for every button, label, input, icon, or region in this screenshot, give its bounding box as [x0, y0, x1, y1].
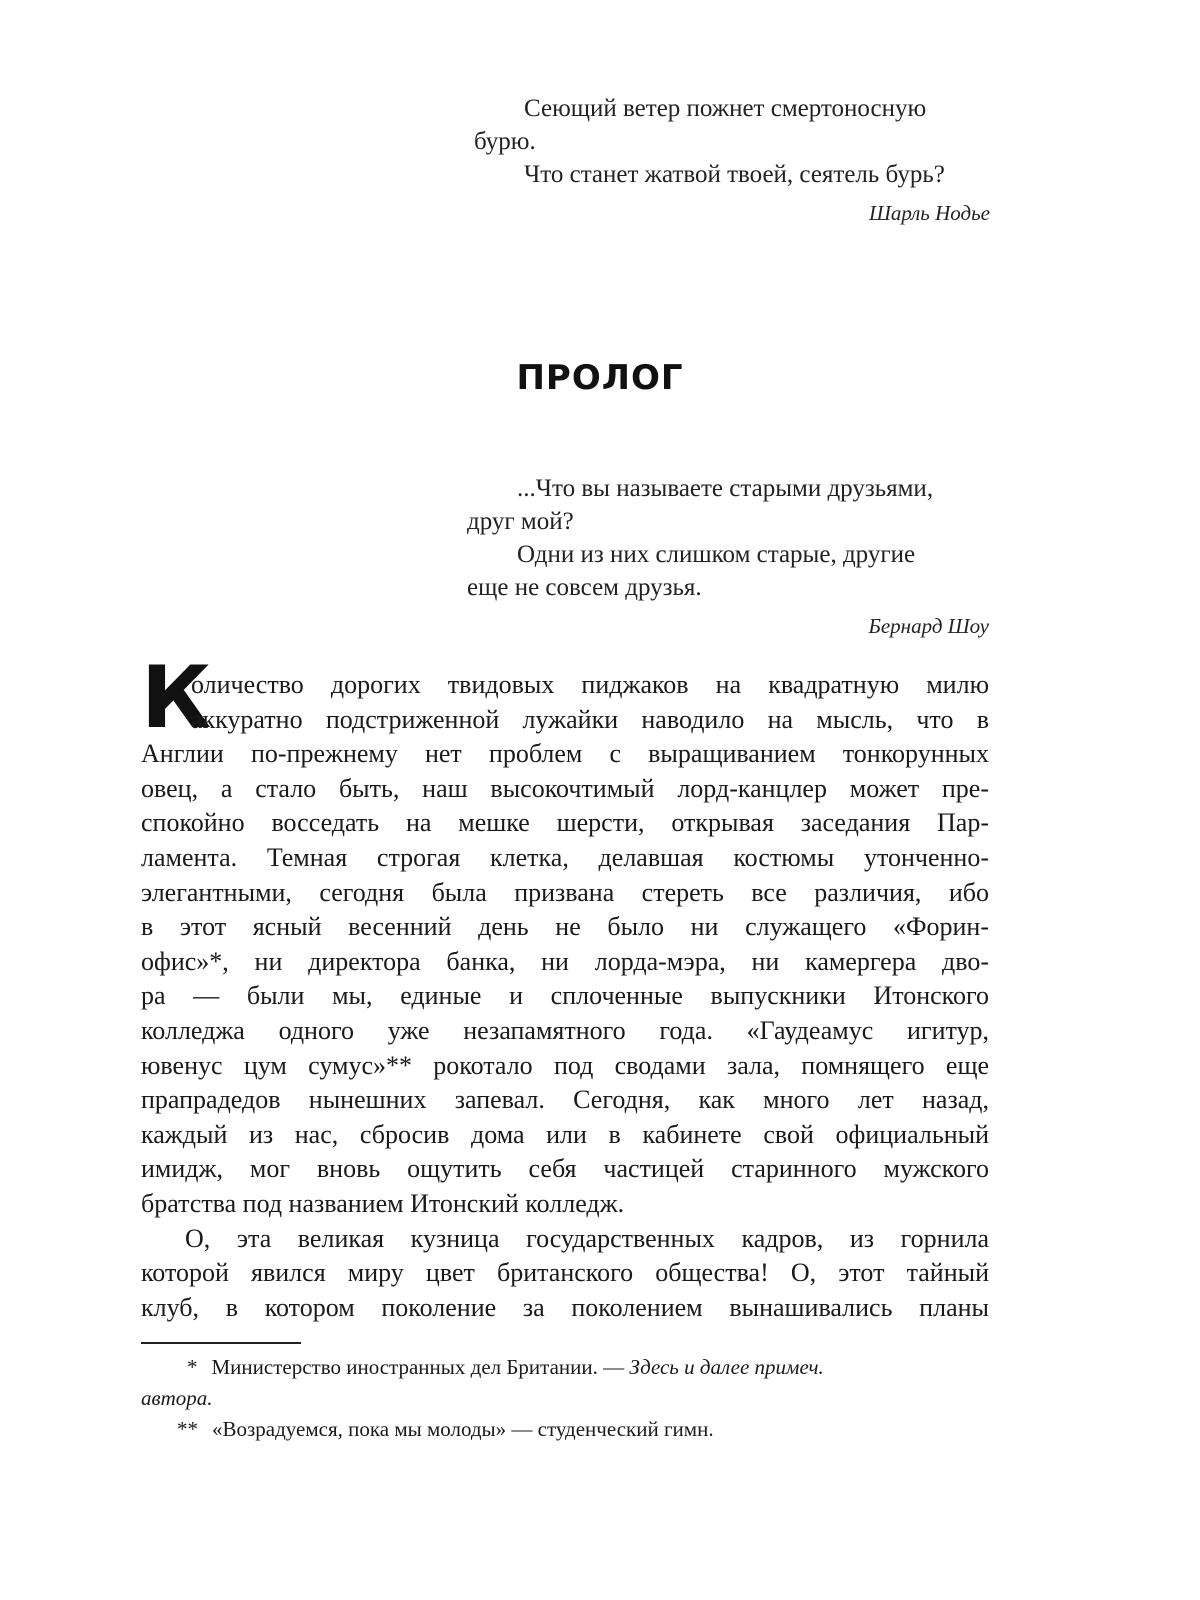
footnote-italic-cont: автора. [141, 1386, 213, 1410]
body-line: которой явился миру цвет британского общества! О, этот тайный [141, 1258, 989, 1288]
body-line: имидж, мог вновь ощутить себя частицей старинного мужского [141, 1154, 989, 1184]
epigraph-line: ...Что вы называете старыми друзьями, [517, 475, 934, 502]
footnote-marker: * [187, 1355, 198, 1379]
footnote-marker: ** [177, 1417, 198, 1441]
footnotes [141, 1352, 989, 1445]
body-line: каждый из нас, сбросив дома или в кабинете свой официальный [141, 1119, 989, 1149]
body-line: О, эта великая кузница государственных кадров, из горнила [185, 1223, 989, 1253]
body-line: овец, а стало быть, наш высокочтимый лорд-канцлер может пре- [141, 773, 989, 803]
body-line: прапрадедов нынешних запевал. Сегодня, как много лет назад, [141, 1085, 989, 1115]
drop-cap: К [141, 648, 212, 748]
epigraph-line: друг мой? [467, 508, 574, 535]
body-line: аккуратно подстриженной лужайки наводило на мысль, что в [191, 704, 989, 734]
footnote-1 [141, 1352, 989, 1383]
body-line: ювенус цум сумус»** рокотало под сводами зала, помнящего еще [141, 1050, 989, 1080]
body-line: офис»*, ни директора банка, ни лорда-мэра, ни камергера дво- [141, 946, 989, 976]
body-line: в этот ясный весенний день не было ни служащего «Форин- [141, 912, 989, 942]
body-line: ламента. Темная строгая клетка, делавшая костюмы утонченно- [141, 842, 989, 872]
body-line: колледжа одного уже незапамятного года. «Гаудеамус игитур, [141, 1015, 989, 1045]
chapter-title: ПРОЛОГ [516, 358, 684, 398]
body-line: спокойно восседать на мешке шерсти, открывая заседания Пар- [141, 808, 989, 838]
body-line: элегантными, сегодня была призвана стереть все различия, ибо [141, 877, 989, 907]
footnote-text: «Возрадуемся, пока мы молоды» — студенческий гимн. [212, 1417, 714, 1441]
epigraph-line: бурю. [474, 128, 536, 155]
body-text [141, 668, 989, 1325]
body-line: Англии по-прежнему нет проблем с выращиванием тонкорунных [141, 739, 989, 769]
epigraph-line: Что станет жатвой твоей, сеятель бурь? [524, 161, 945, 188]
body-line: братства под названием Итонский колледж. [141, 1188, 625, 1218]
body-line: клуб, в котором поколение за поколением вынашивались планы [141, 1292, 989, 1322]
body-line: оличество дорогих твидовых пиджаков на квадратную милю [191, 670, 989, 699]
body-line: ра — были мы, единые и сплоченные выпускники Итонского [141, 981, 989, 1011]
epigraph-shaw [467, 472, 989, 643]
epigraph-author: Бернард Шоу [868, 614, 989, 638]
epigraph-line: еще не совсем друзья. [467, 574, 702, 601]
epigraph-line: Одни из них слишком старые, другие [517, 541, 916, 568]
epigraph-author: Шарль Нодье [869, 201, 990, 225]
footnote-2 [141, 1414, 989, 1445]
epigraph-nodier [474, 92, 990, 230]
epigraph-line: Сеющий ветер пожнет смертоносную [524, 95, 927, 122]
footnote-italic: Здесь и далее примеч. [629, 1355, 824, 1379]
footnote-divider [141, 1342, 301, 1344]
footnote-text: Министерство иностранных дел Британии. — [211, 1355, 630, 1379]
